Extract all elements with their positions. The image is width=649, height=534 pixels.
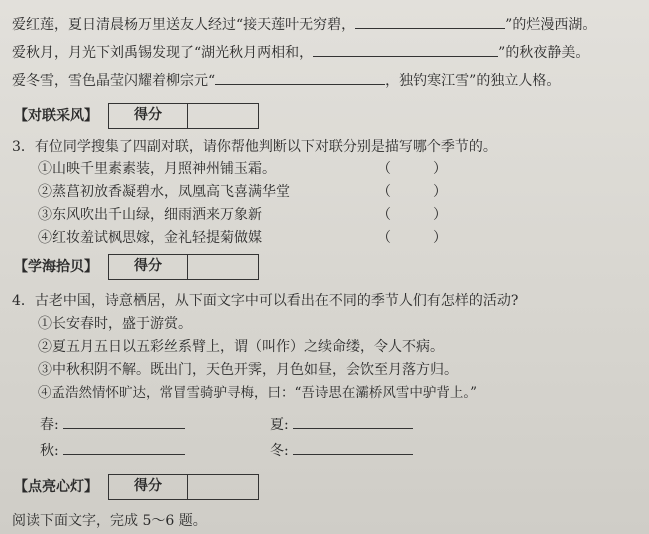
answer-blank[interactable] [215,70,385,85]
question-4-stem: 4．古老中国，诗意栖居，从下面文字中可以看出在不同的季节人们有怎样的活动? [12,293,519,309]
intro-text: 爱红莲，夏日清晨杨万里送友人经过“接天莲叶无穷碧， [12,17,356,33]
summer-answer [270,414,413,434]
section-title: 【对联采风】 [14,108,98,124]
autumn-answer [40,440,185,460]
answer-blank[interactable] [293,414,413,429]
intro-text: ”的烂漫西湖。 [505,17,597,33]
season-label: 秋: [40,443,59,459]
season-label: 冬: [270,443,289,459]
season-label: 春: [40,417,59,433]
intro-line-summer [12,14,596,34]
answer-blank[interactable] [293,440,413,455]
intro-text: 爱冬雪，雪色晶莹闪耀着柳宗元“ [12,73,216,89]
passage-item: ③中秋积阴不解。既出门，天色开霁，月色如昼，会饮至月落方归。 [38,362,458,378]
answer-blank[interactable] [63,414,185,429]
section-header-heart [14,474,259,500]
intro-line-winter [12,70,560,90]
section-title: 【点亮心灯】 [14,479,98,495]
answer-blank[interactable] [313,42,498,57]
answer-parentheses[interactable]: （ ） [377,161,447,177]
couplet-item: ③东风吹出千山绿，细雨洒来万象新 [38,207,262,223]
intro-text: ，独钓寒江雪”的独立人格。 [385,73,561,89]
score-box [108,254,259,280]
spring-answer [40,414,185,434]
passage-item: ②夏五月五日以五彩丝系臂上，谓（叫作）之续命缕，令人不病。 [38,339,444,355]
couplet-item: ④红妆羞试枫思嫁，金礼轻提菊做媒 [38,230,262,246]
score-box [108,474,259,500]
season-label: 夏: [270,417,289,433]
winter-answer [270,440,413,460]
section-title: 【学海拾贝】 [14,259,98,275]
intro-line-autumn [12,42,589,62]
intro-text: ”的秋夜静美。 [498,45,590,61]
answer-blank[interactable] [355,14,505,29]
passage-item: ①长安春时，盛于游赏。 [38,316,192,332]
score-label: 得分 [109,475,188,499]
couplet-item: ①山映千里素素装，月照神州铺玉霜。 [38,161,276,177]
passage-item: ④孟浩然情怀旷达，常冒雪骑驴寻梅，曰：“吾诗思在灞桥风雪中驴背上。” [38,385,478,401]
score-field[interactable] [188,104,258,128]
answer-blank[interactable] [63,440,185,455]
question-3-stem: 3．有位同学搜集了四副对联，请你帮他判断以下对联分别是描写哪个季节的。 [12,139,497,155]
score-field[interactable] [188,255,258,279]
answer-parentheses[interactable]: （ ） [377,184,447,200]
score-label: 得分 [109,104,188,128]
intro-text: 爱秋月，月光下刘禹锡发现了“湖光秋月两相和， [12,45,314,61]
couplet-item: ②蒸菖初放香凝碧水，凤凰高飞喜满华堂 [38,184,290,200]
score-field[interactable] [188,475,258,499]
answer-parentheses[interactable]: （ ） [377,207,447,223]
answer-parentheses[interactable]: （ ） [377,230,447,246]
score-box [108,103,259,129]
section-header-knowledge [14,254,259,280]
reading-instruction: 阅读下面文字，完成 5～6 题。 [12,513,207,529]
score-label: 得分 [109,255,188,279]
section-header-couplets [14,103,259,129]
